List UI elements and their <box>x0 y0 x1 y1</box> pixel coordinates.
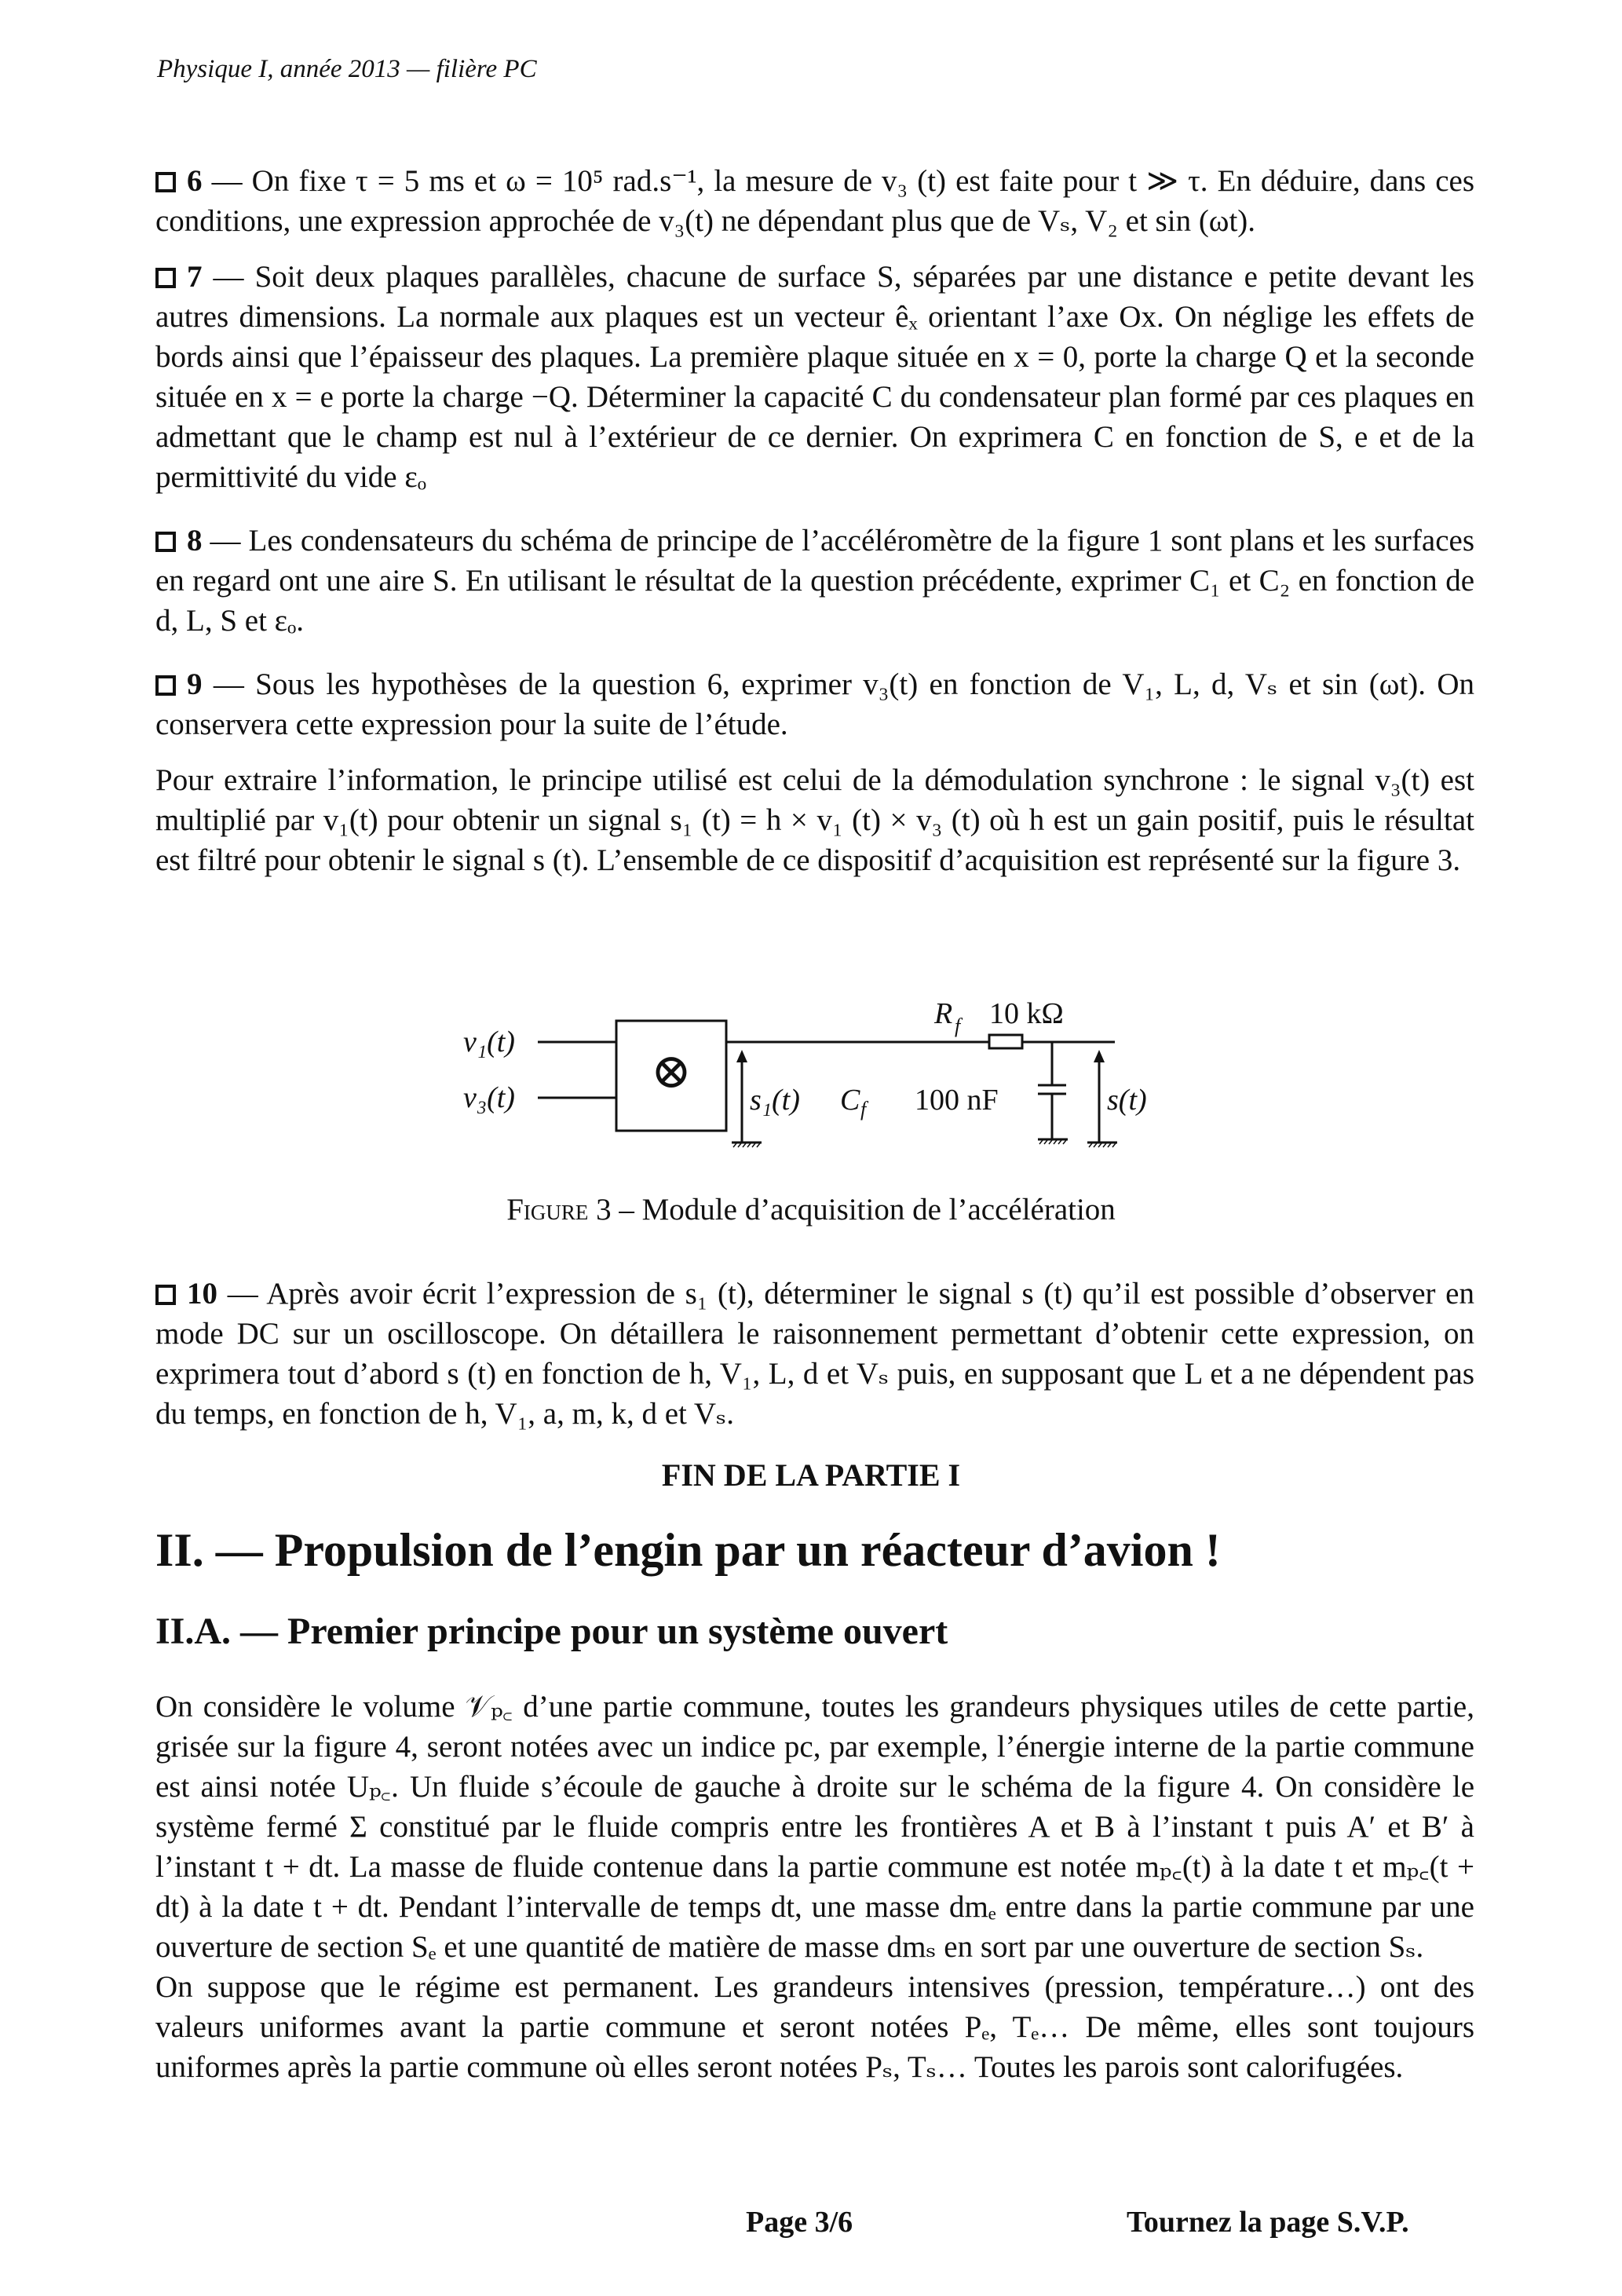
question-text: — Sous les hypothèses de la question 6, exprimer v₃(t) en fonction de V₁, L, d, Vₛ et sin (ωt). On conservera cette expression pour la suite de l’étude. <box>155 667 1475 741</box>
checkbox-icon <box>155 532 176 552</box>
label-s1: s₁(t) <box>750 1084 800 1117</box>
section-body <box>155 1687 1474 2087</box>
caption-label: Figure 3 <box>506 1193 612 1227</box>
subsection-heading: II.A. — Premier principe pour un système ouvert <box>155 1610 948 1652</box>
label-cf: C <box>840 1084 860 1117</box>
questions-block-1 <box>155 161 1474 880</box>
end-of-part: FIN DE LA PARTIE I <box>661 1457 961 1493</box>
paragraph-open-system: On considère le volume 𝒱ₚ꜀ d’une partie commune, toutes les grandeurs physiques utiles de cette partie, grisée sur la figure 4, seront notées avec un indice pc, par exemple, l’énergie interne de la partie commune est ainsi notée Uₚ꜀. Un fluide s’écoule de gauche à droite sur le schéma de la figure 4. On considère le système fermé Σ constitué par le fluide compris entre les frontières A et B à l’instant t puis A′ et B′ à l’instant t + dt. La masse de fluide contenue dans la partie commune est notée mₚ꜀(t) à la date t et mₚ꜀(t + dt) à la date t + dt. Pendant l’intervalle de temps dt, une masse dmₑ entre dans la partie commune par une ouverture de section Sₑ et une quantité de matière de masse dmₛ en sort par une ouverture de section Sₛ. <box>155 1690 1474 1964</box>
figure-caption <box>0 1192 1622 1227</box>
question-text: — Soit deux plaques parallèles, chacune de surface S, séparées par une distance e petite devant les autres dimensions. La normale aux plaques est un vecteur êₓ orientant l’axe Ox. On néglige les effets de bords ainsi que l’épaisseur des plaques. La première plaque située en x = 0, porte la charge Q et la seconde située en x = e porte la charge −Q. Déterminer la capacité C du condensateur plan formé par ces plaques en admettant que le champ est nul à l’extérieur de ce dernier. On exprimera C en fonction de S, e et de la permittivité du vide εₒ <box>155 260 1474 494</box>
label-rf-sub: f <box>955 1015 961 1037</box>
checkbox-icon <box>155 268 176 288</box>
figure-3-circuit <box>440 985 1193 1190</box>
question-8 <box>155 521 1474 641</box>
arrow-head-s1 <box>736 1050 747 1062</box>
label-v3: v₃(t) <box>463 1081 515 1114</box>
question-text: — On fixe τ = 5 ms et ω = 10⁵ rad.s⁻¹, la mesure de v₃ (t) est faite pour t ≫ τ. En déduire, dans ces conditions, une expression approchée de v₃(t) ne dépendant plus que de Vₛ, V₂ et sin (ωt). <box>155 164 1475 238</box>
question-9 <box>155 664 1474 744</box>
questions-block-2 <box>155 1274 1474 1450</box>
section-heading: II. — Propulsion de l’engin par un réacteur d’avion ! <box>155 1524 1221 1576</box>
question-number: 9 <box>187 667 203 701</box>
checkbox-icon <box>155 1285 176 1305</box>
caption-text: – Module d’acquisition de l’accélération <box>611 1193 1116 1227</box>
turn-page-note: Tournez la page S.V.P. <box>1127 2206 1409 2239</box>
question-number: 7 <box>187 260 203 294</box>
label-s: s(t) <box>1107 1084 1147 1117</box>
label-v1: v₁(t) <box>463 1026 515 1058</box>
page-number: Page 3/6 <box>746 2206 853 2239</box>
paragraph-demodulation: Pour extraire l’information, le principe utilisé est celui de la démodulation synchrone : le signal v₃(t) est multiplié par v₁(t) pour obtenir un signal s₁ (t) = h × v₁ (t) × v₃ (t) où h est un gain positif, puis le résultat est filtré pour obtenir le signal s (t). L’ensemble de ce dispositif d’acquisition est représenté sur la figure 3. <box>155 763 1474 877</box>
paragraph-steady-state: On suppose que le régime est permanent. Les grandeurs intensives (pression, température…) ont des valeurs uniformes avant la partie commune et seront notées Pₑ, Tₑ… De même, elles sont toujours uniformes après la partie commune où elles seront notées Pₛ, Tₛ… Toutes les parois sont calorifugées. <box>155 1970 1474 2084</box>
question-6 <box>155 161 1474 241</box>
multiplier-icon: ⊗ <box>651 1045 692 1099</box>
question-number: 10 <box>187 1277 217 1311</box>
label-r-value: 10 kΩ <box>989 997 1064 1030</box>
question-number: 8 <box>187 524 203 558</box>
question-10 <box>155 1274 1474 1434</box>
label-cf-sub: f <box>860 1098 867 1121</box>
checkbox-icon <box>155 675 176 696</box>
running-header: Physique I, année 2013 — filière PC <box>157 55 537 83</box>
label-cap-value: 100 nF <box>915 1084 999 1117</box>
arrow-head-s <box>1094 1050 1105 1062</box>
checkbox-icon <box>155 172 176 192</box>
question-7 <box>155 257 1474 497</box>
question-number: 6 <box>187 164 203 198</box>
resistor-rf <box>989 1035 1022 1048</box>
label-rf: R <box>934 997 953 1030</box>
question-text: — Les condensateurs du schéma de principe de l’accéléromètre de la figure 1 sont plans et les surfaces en regard ont une aire S. En utilisant le résultat de la question précédente, exprimer C₁ et C₂ en fonction de d, L, S et εₒ. <box>155 524 1475 638</box>
question-text: — Après avoir écrit l’expression de s₁ (t), déterminer le signal s (t) qu’il est possible d’observer en mode DC sur un oscilloscope. On détaillera le raisonnement permettant d’obtenir cette expression, on exprimera tout d’abord s (t) en fonction de h, V₁, L, d et Vₛ puis, en supposant que L et a ne dépendent pas du temps, en fonction de h, V₁, a, m, k, d et Vₛ. <box>155 1277 1474 1431</box>
